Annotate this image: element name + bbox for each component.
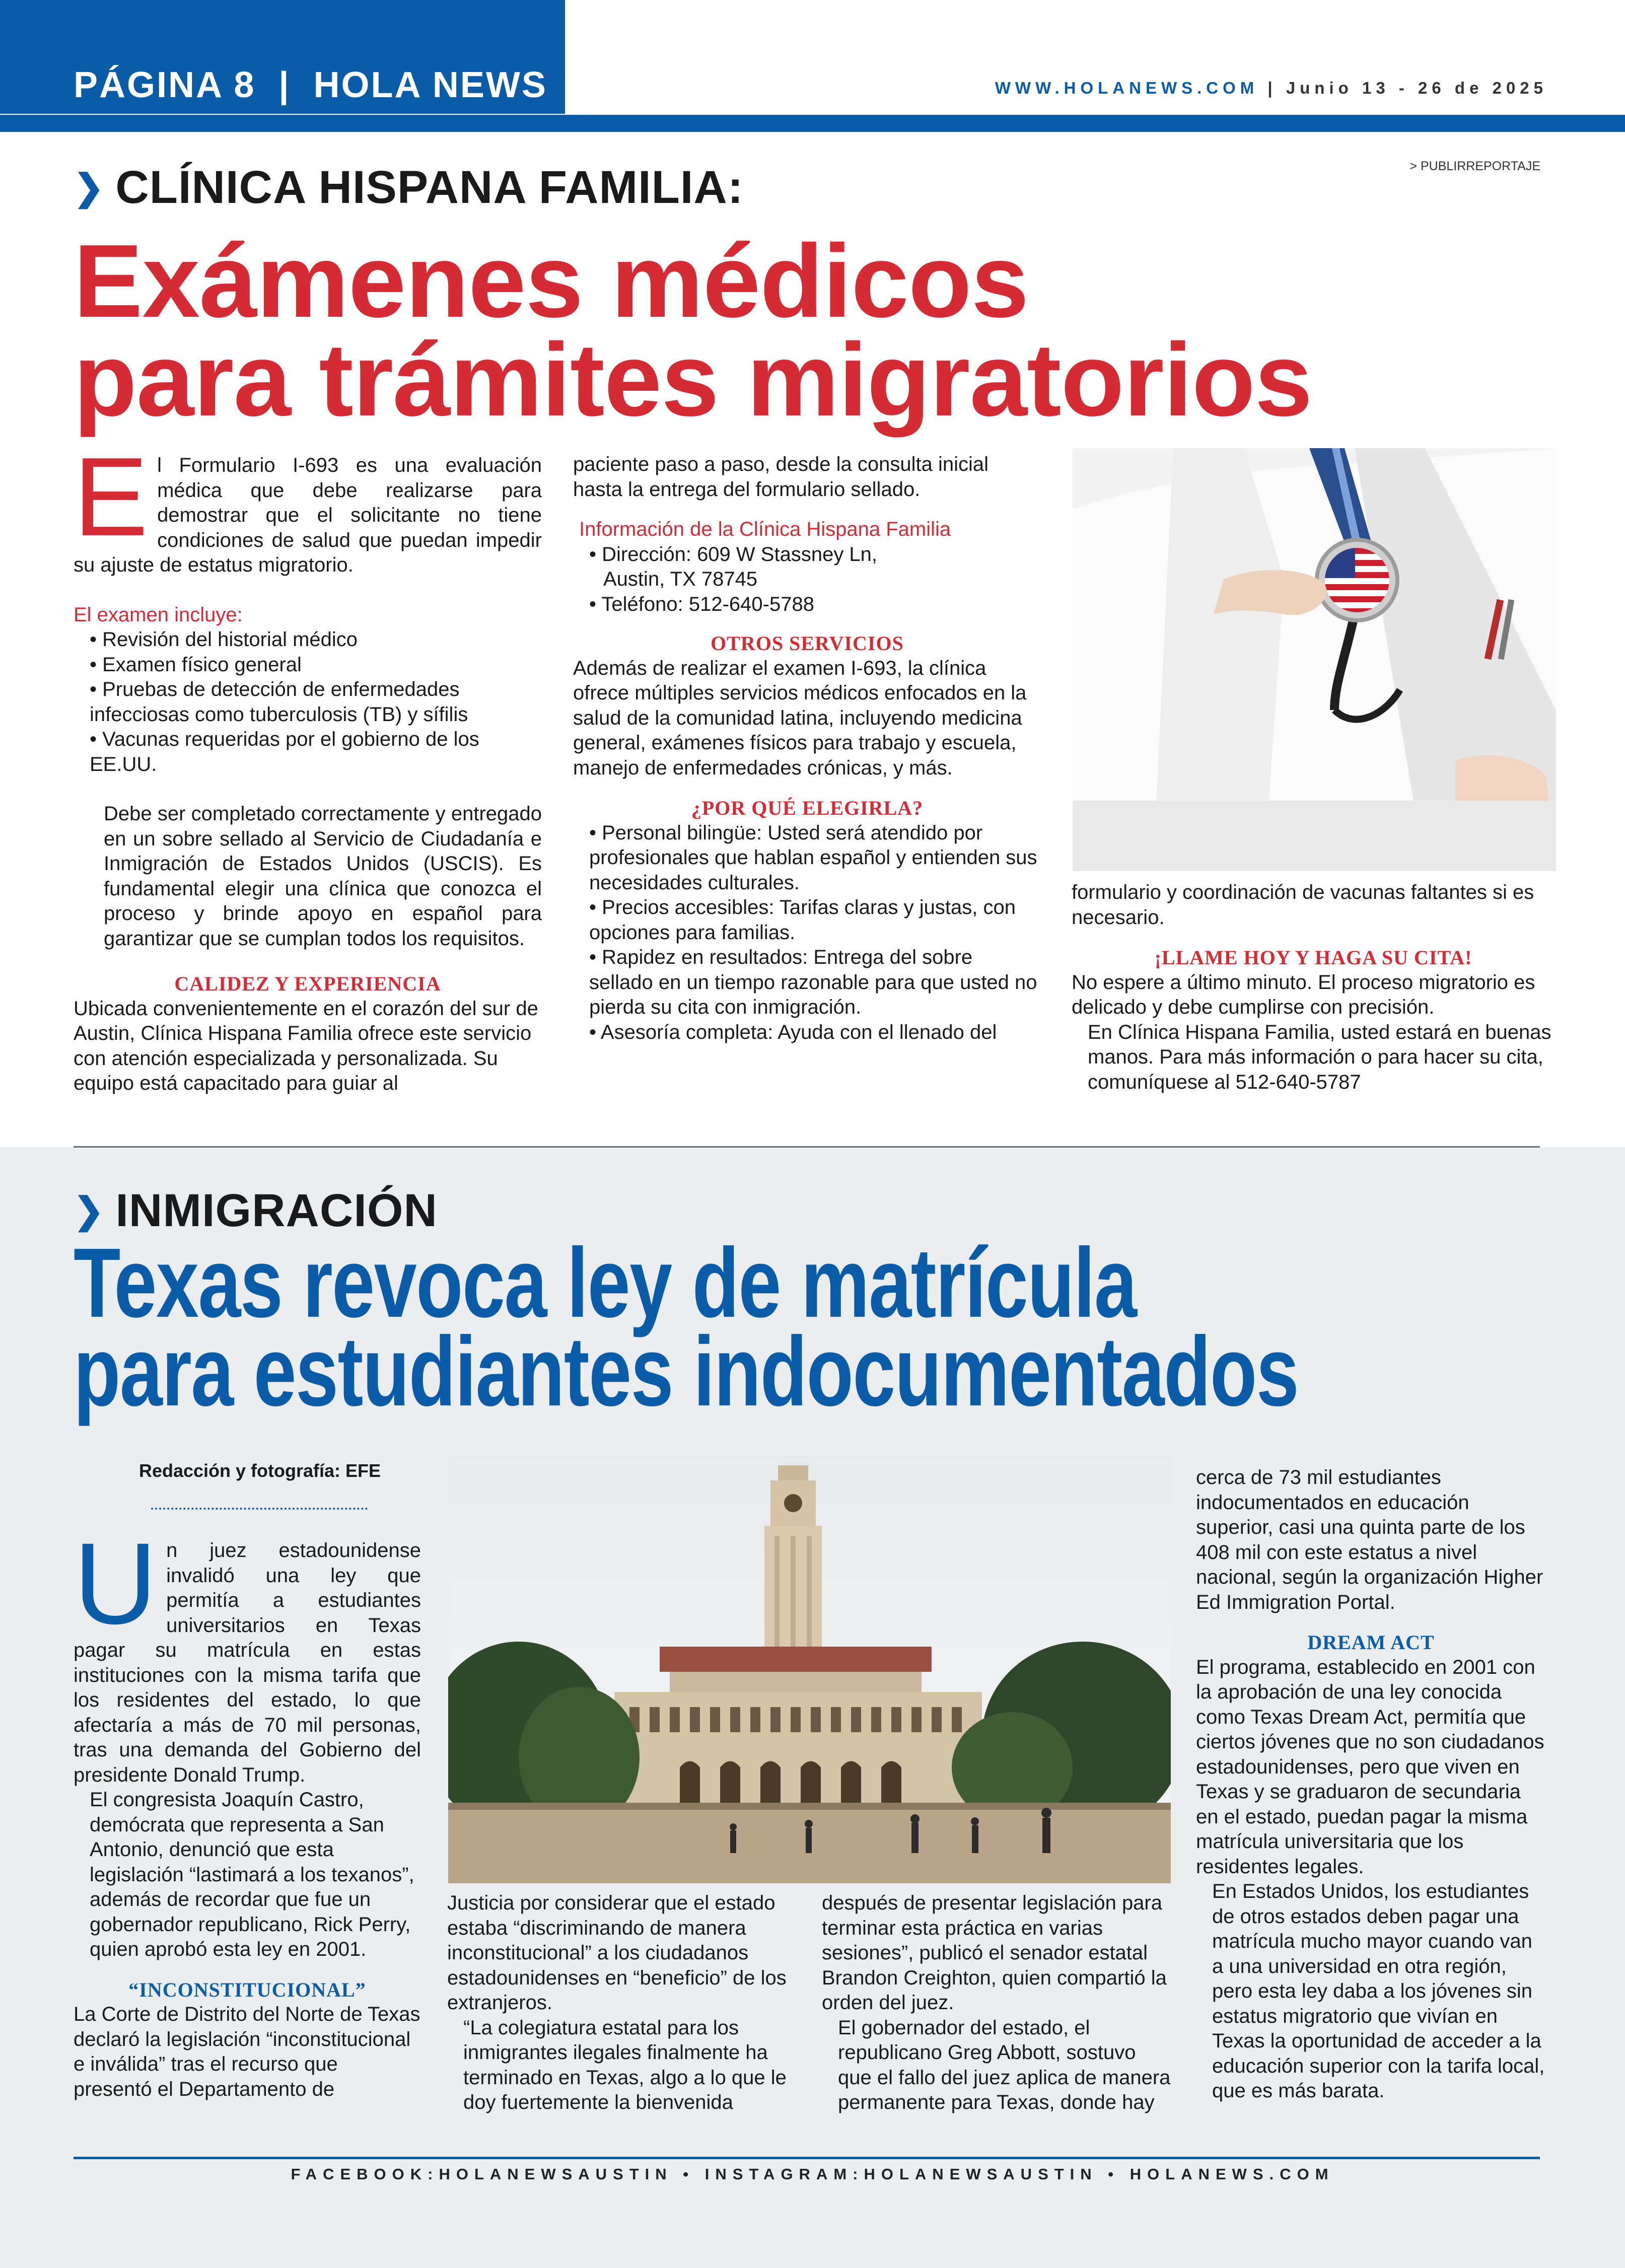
- article1-paragraph: Además de realizar el examen I-693, la clínica ofrece múltiples servicios médicos enfocados en la salud de la comunidad latina, incluyendo medicina general, exámenes físicos para trabajo y escuela, manejo de enfermedades crónicas, y más.: [573, 657, 1027, 779]
- issue-date: | Junio 13 - 26 de 2025: [1258, 79, 1547, 97]
- article1-headline-line1: Exámenes médicos: [74, 223, 1029, 339]
- clinic-phone: • Teléfono: 512-640-5788: [589, 593, 814, 615]
- clinic-address-city: Austin, TX 78745: [603, 568, 758, 590]
- article1-kicker: [74, 161, 744, 214]
- footer-social-links[interactable]: FACEBOOK:HOLANEWSAUSTIN • INSTAGRAM:HOLANEWSAUSTIN • HOLANEWS.COM: [291, 2165, 1334, 2183]
- article2-column-1: [74, 1519, 421, 2102]
- article2-headline: [74, 1228, 1299, 1427]
- header-rule: [0, 115, 1625, 132]
- article2-paragraph: Justicia por considerar que el estado estaba “discriminando de manera inconstitucional” a los ciudadanos estadounidenses en “beneficio” de los extranjeros.: [447, 1892, 787, 2014]
- article1-headline: [74, 223, 1584, 438]
- article2-paragraph: n juez estadounidense invalidó una ley que permitía a estudiantes universitarios en Texas pagar su matrícula en estas instituciones con la misma tarifa que los residentes del estado, lo que afectaría a más de 70 mil personas, tras una demanda del Gobierno del presidente Donald Trump.: [74, 1539, 421, 1786]
- article2-paragraph: El programa, establecido en 2001 con la aprobación de una ley conocida como Texas Dream Act, permitía que ciertos jóvenes que no son ciudadanos estadounidenses, pero que viven en Texas y se graduaron de secundaria en el estado, puedan pagar la misma matrícula universitaria que los residentes legales.: [1196, 1656, 1544, 1878]
- article2-subhead-dream-act: DREAM ACT: [1307, 1631, 1435, 1654]
- article1-paragraph: En Clínica Hispana Familia, usted estará en buenas manos. Para más información o para hacer su cita, comuníquese al 512-640-5787: [1088, 1021, 1551, 1093]
- article1-subhead-otros: OTROS SERVICIOS: [711, 632, 904, 655]
- article1-paragraph: No espere a último minuto. El proceso migratorio es delicado y debe cumplirse con precisión.: [1072, 971, 1535, 1018]
- article2-paragraph: El congresista Joaquín Castro, demócrata que representa a San Antonio, denunció que esta legislación “lastimará a los texanos”, además de recordar que fue un gobernador republicano, Rick Perry, quien aprobó esta ley en 2001.: [90, 1789, 414, 1960]
- ut-tower-illustration: [448, 1455, 1171, 1883]
- article2-headline-line1: Texas revoca ley de matrícula: [74, 1228, 1137, 1338]
- list-item: • Asesoría completa: Ayuda con el llenado del: [589, 1021, 997, 1043]
- list-item: • Personal bilingüe: Usted será atendido por profesionales que hablan español y entienden sus necesidades culturales.: [589, 821, 1037, 894]
- article2-byline: Redacción y fotografía: EFE: [138, 1460, 381, 1481]
- article2-dropcap: U: [74, 1519, 158, 1648]
- article2-subhead-inconstitucional: “INCONSTITUCIONAL”: [128, 1978, 366, 2001]
- article2-paragraph: cerca de 73 mil estudiantes indocumentados en educación superior, casi una quinta parte de los 408 mil con este estatus a nivel nacional, según la organización Higher Ed Immigration Portal.: [1196, 1466, 1543, 1613]
- article2-paragraph: El gobernador del estado, el republicano Greg Abbott, sostuvo que el fallo del juez aplica de manera permanente para Texas, donde hay: [838, 2016, 1171, 2113]
- article1-includes-heading: El examen incluye:: [74, 603, 243, 626]
- clinic-address: • Dirección: 609 W Stassney Ln,: [589, 543, 878, 565]
- list-item: • Revisión del historial médico: [90, 628, 358, 651]
- site-url[interactable]: WWW.HOLANEWS.COM: [995, 79, 1259, 97]
- doctor-illustration: [1073, 448, 1556, 871]
- list-item: • Vacunas requeridas por el gobierno de los EE.UU.: [90, 728, 479, 775]
- article1-paragraph: paciente paso a paso, desde la consulta inicial hasta la entrega del formulario sellado.: [573, 453, 988, 501]
- doctor-stethoscope-photo: [1073, 448, 1556, 871]
- article1-dropcap: E: [74, 435, 149, 559]
- article1-intro: l Formulario I-693 es una evaluación médica que debe realizarse para demostrar que el solicitante no tiene condiciones de salud que puedan impedir su ajuste de estatus migratorio.: [74, 454, 542, 576]
- article2-paragraph: “La colegiatura estatal para los inmigrantes ilegales finalmente ha terminado en Texas, algo a lo que le doy fuertemente la bienvenida: [463, 2016, 787, 2113]
- article1-subhead-por-que: ¿POR QUÉ ELEGIRLA?: [691, 797, 924, 819]
- article2-column-4: [1196, 1465, 1546, 2104]
- article1-paragraph: Debe ser completado correctamente y entregado en un sobre sellado al Servicio de Ciudadanía e Inmigración de Estados Unidos (USCIS). Es fundamental elegir una clínica que conozca el proceso y brinde apoyo en español para garantizar que se cumplan todos los requisitos.: [104, 803, 542, 950]
- publirreportaje-tag: > PUBLIRREPORTAJE: [1409, 159, 1540, 173]
- list-item: • Examen físico general: [90, 653, 302, 676]
- article2-paragraph: La Corte de Distrito del Norte de Texas declaró la legislación “inconstitucional e inválida” tras el recurso que presentó el Departamento de: [74, 2003, 420, 2100]
- article1-kicker-text: CLÍNICA HISPANA FAMILIA:: [115, 162, 744, 213]
- section-divider: [74, 1146, 1540, 1148]
- article2-headline-line2: para estudiantes indocumentados: [74, 1316, 1299, 1427]
- article1-column-2: [573, 452, 1041, 1045]
- byline-rule: [151, 1508, 368, 1510]
- article2-paragraph: después de presentar legislación para terminar esta práctica en varias sesiones”, publicó el senador estatal Brandon Creighton, quien compartió la orden del juez.: [822, 1892, 1167, 2014]
- article1-paragraph: Ubicada convenientemente en el corazón del sur de Austin, Clínica Hispana Familia ofrece este servicio con atención especializada y personalizada. Su equipo está capacitado para guiar al: [74, 997, 538, 1094]
- article2-paragraph: En Estados Unidos, los estudiantes de otros estados deben pagar una matrícula mucho mayor cuando van a una universidad en otra región, pero esta ley daba a los jóvenes sin estatus migratorio que vivían en Texas la oportunidad de acceder a la educación superior con la tarifa local, que es más barata.: [1212, 1880, 1545, 2102]
- clinic-info-heading: Información de la Clínica Hispana Familia: [579, 518, 951, 540]
- list-item: • Rapidez en resultados: Entrega del sobre sellado en un tiempo razonable para que usted no pierda su cita con inmigración.: [589, 946, 1037, 1018]
- list-item: • Pruebas de detección de enfermedades infecciosas como tuberculosis (TB) y sífilis: [90, 678, 468, 726]
- article1-headline-line2: para trámites migratorios: [74, 322, 1312, 438]
- list-item: • Precios accesibles: Tarifas claras y justas, con opciones para familias.: [589, 896, 1016, 944]
- article1-column-1: [74, 435, 542, 1096]
- article1-column-3: [1072, 880, 1555, 1095]
- article1-subhead-calidez: CALIDEZ Y EXPERIENCIA: [174, 972, 441, 995]
- article2-column-3: [822, 1891, 1174, 2115]
- footer-rule: [74, 2157, 1540, 2159]
- article2-kicker-text: INMIGRACIÓN: [115, 1185, 438, 1236]
- chevron-right-icon: ❯: [74, 168, 105, 208]
- article1-subhead-llame: ¡LLAME HOY Y HAGA SU CITA!: [1154, 946, 1472, 969]
- header-dateline: [995, 79, 1547, 98]
- chevron-right-icon: ❯: [74, 1191, 105, 1231]
- article1-paragraph: formulario y coordinación de vacunas faltantes si es necesario.: [1072, 881, 1534, 929]
- page-label: PÁGINA 8 | HOLA NEWS: [74, 65, 547, 105]
- university-tower-photo: [448, 1455, 1171, 1883]
- article2-column-2: [447, 1891, 800, 2115]
